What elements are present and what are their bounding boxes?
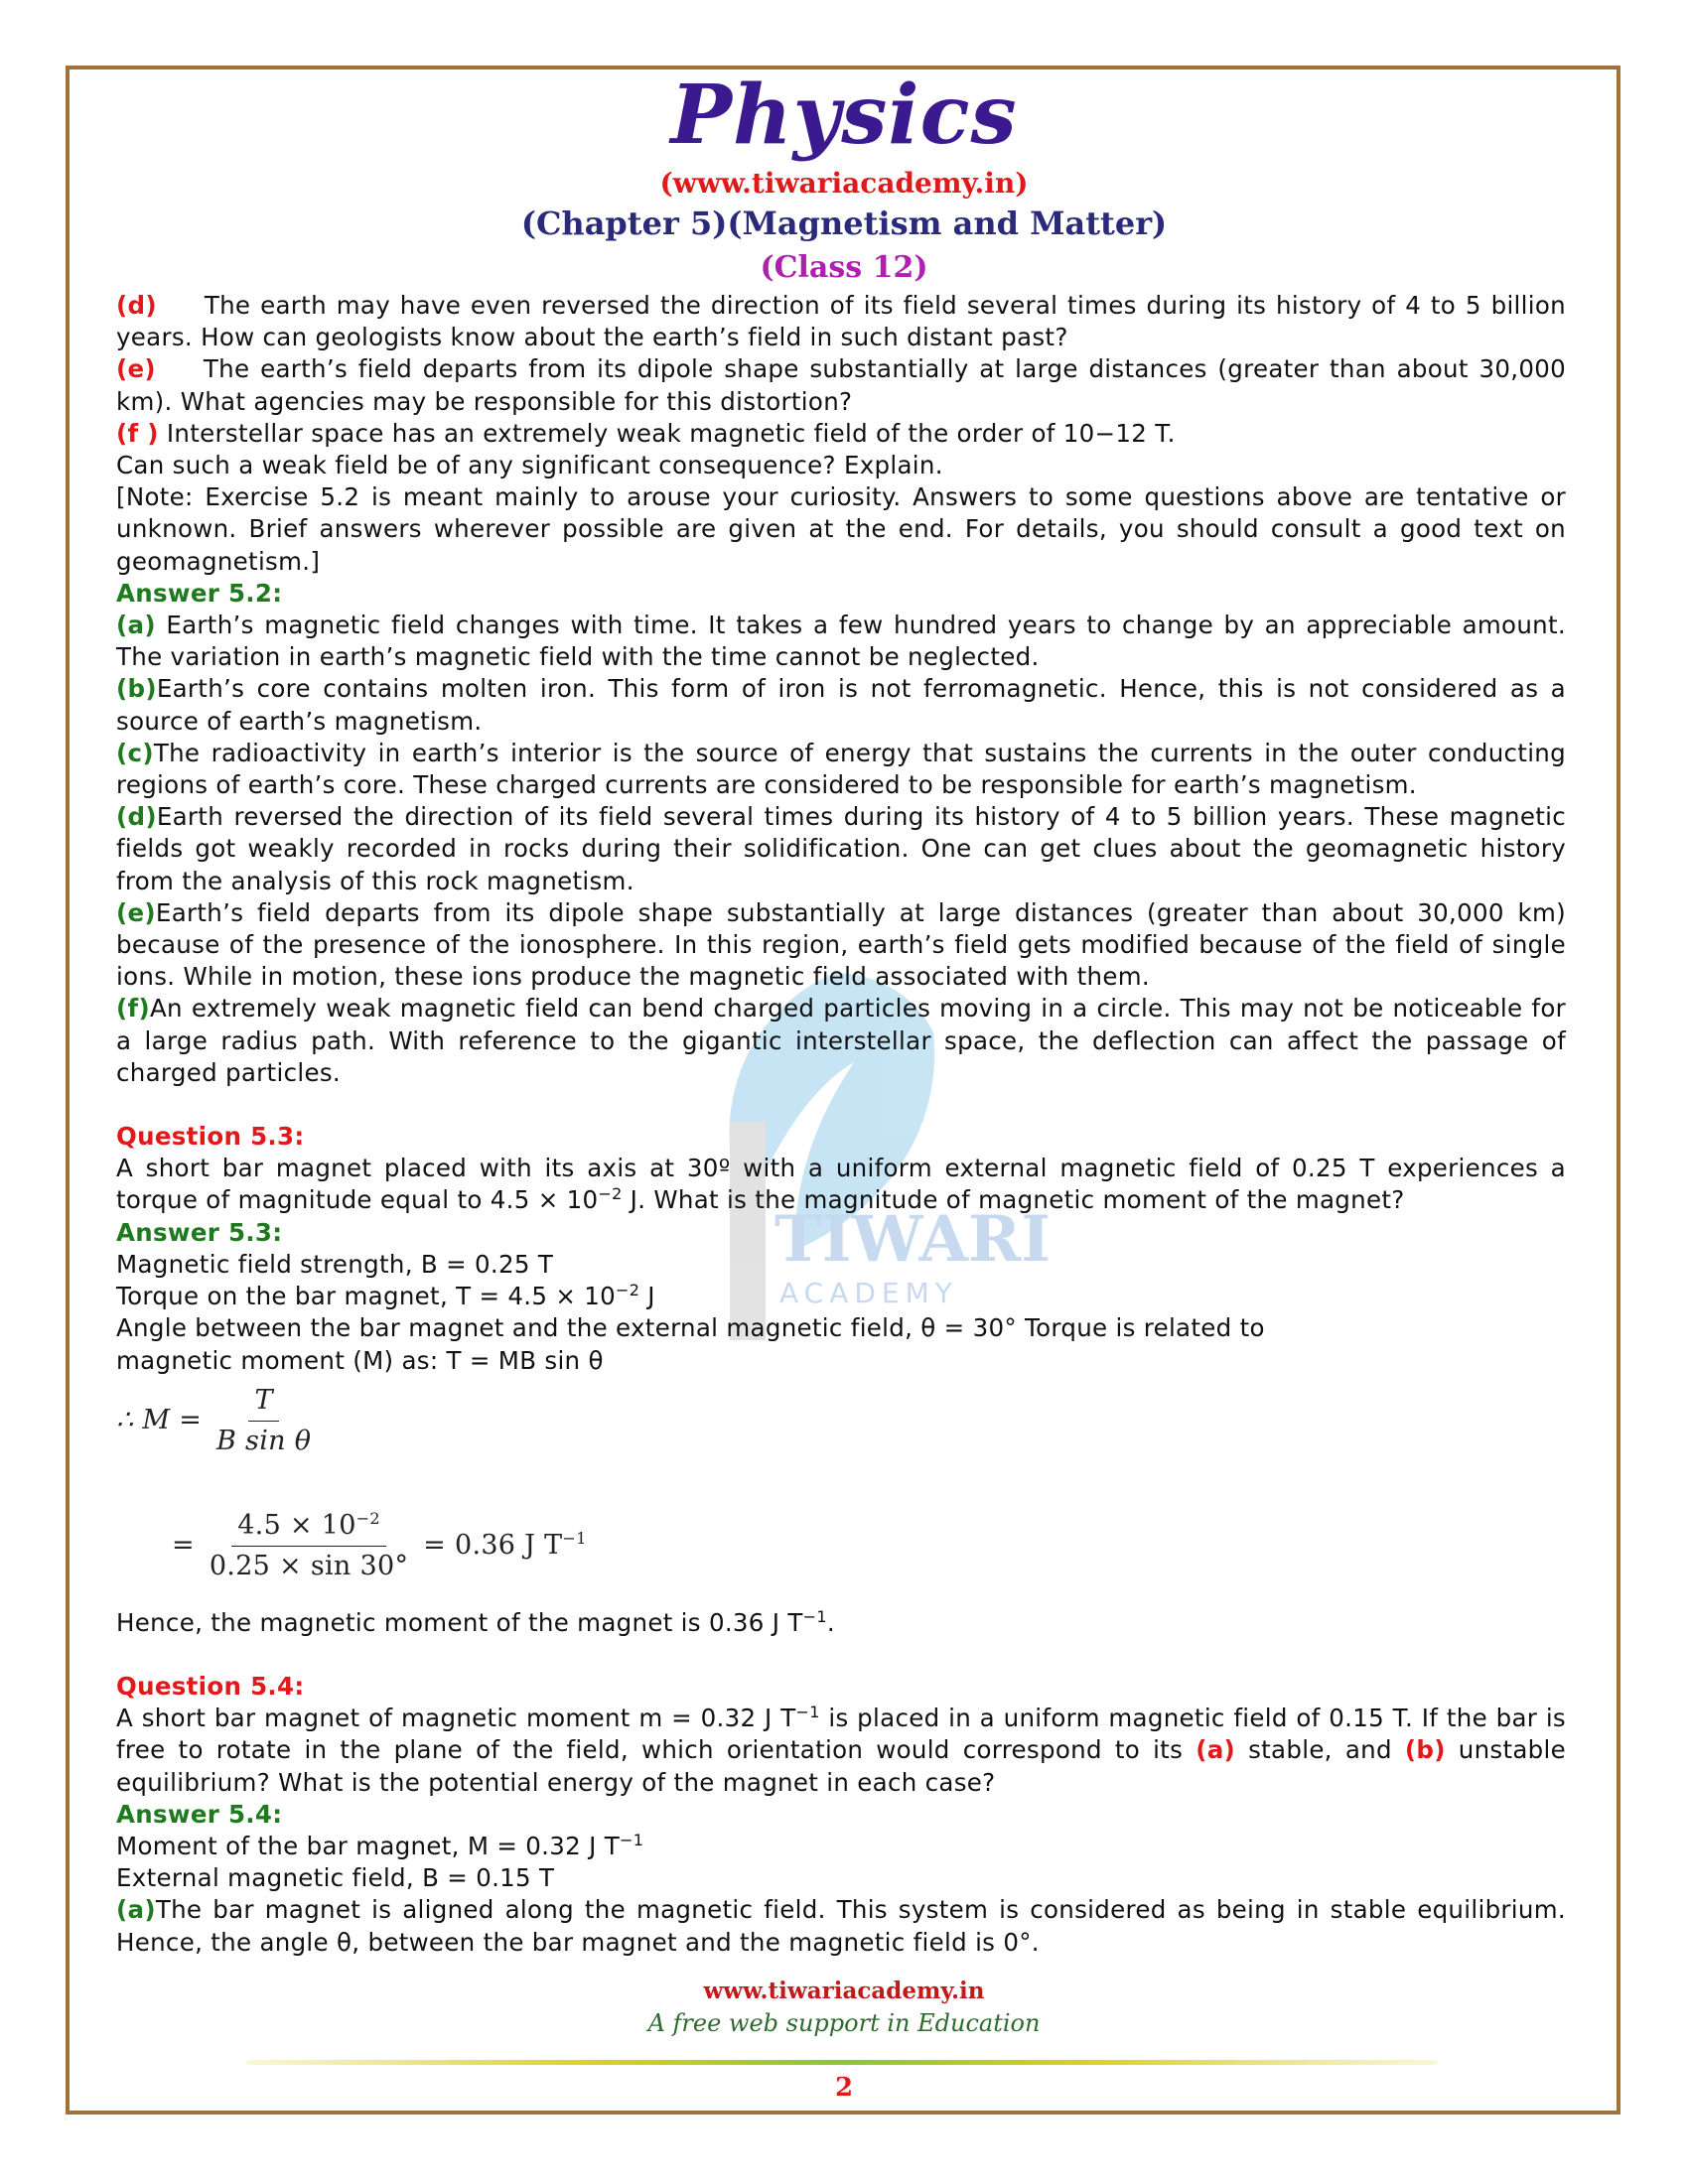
question-5-3-heading: Question 5.3: (116, 1122, 305, 1152)
calc-denominator: 0.25 × sin 30° (209, 1550, 409, 1581)
chapter-title: (Chapter 5)(Magnetism and Matter) (520, 205, 1168, 242)
answer-5-3-heading: Answer 5.3: (116, 1217, 283, 1247)
formula-denominator: B sin θ (216, 1425, 312, 1456)
answer-5-3-line4: magnetic moment (M) as: T = MB sin θ (116, 1345, 604, 1375)
answer-5-2-f: (f)An extremely weak magnetic field can bend charged particles moving in a circle. This may not be noticeable for a large radius path. With reference to the gigantic interstellar space, the deflection can affect the passage of charged particles. (116, 994, 1566, 1087)
header-url: (www.tiwariacademy.in) (659, 167, 1029, 200)
formula-moment: ∴ M = $\frac{T}{\text{B sin θ}}$ (116, 1385, 1566, 1460)
footer-tagline: A free web support in Education (647, 2009, 1041, 2037)
page-number: 2 (834, 2073, 854, 2103)
class-label: (Class 12) (760, 250, 928, 285)
answer-5-2-a: (a) Earth’s magnetic field changes with time. It takes a few hundred years to change by an appreciable amount. The variation in earth’s magnetic field with the time cannot be neglected. (116, 611, 1566, 672)
answer-5-2-heading: Answer 5.2: (116, 578, 283, 608)
answer-5-2-e: (e)Earth’s field departs from its dipole shape substantially at large distances (greater than about 30,000 km) because of the presence of the ionosphere. In this region, earth’s field gets modified because of the field of single ions. While in motion, these ions produce the magnetic field associated with them. (116, 897, 1566, 992)
footer-divider (246, 2060, 1438, 2065)
exercise-note: [Note: Exercise 5.2 is meant mainly to arouse your curiosity. Answers to some questions above are tentative or unknown. Brief answers wherever possible are given at the end. For details, you should consult a good text on geomagnetism.] (116, 482, 1566, 576)
answer-5-4-line1: Moment of the bar magnet, M = 0.32 J $T^{-1}$ (116, 1830, 644, 1860)
question-5-4-text: A short bar magnet of magnetic moment m = 0.32 J $T^{-1}$ is placed in a uniform magnetic field of 0.15 T. If the bar is free to rotate in the plane of the field, which orientation would correspond to its (a) stable, and (b) unstable equilibrium? What is the potential energy of the magnet in each case? (116, 1702, 1567, 1797)
exercise-e: (e) The earth’s field departs from its dipole shape substantially at large distances (greater than about 30,000 km). What agencies may be responsible for this distortion? (116, 354, 1566, 416)
answer-5-4-a: (a)The bar magnet is aligned along the magnetic field. This system is considered as being in stable equilibrium. Hence, the angle θ, between the bar magnet and the magnetic field is 0°. (116, 1895, 1566, 1957)
answer-5-2-d: (d)Earth reversed the direction of its field several times during its history of 4 to 5 billion years. These magnetic fields got weakly recorded in rocks during their solidification. One can get clues about the geomagnetic history from the analysis of this rock magnetism. (116, 802, 1566, 895)
exercise-d: (d) The earth may have even reversed the direction of its field several times during its history of 4 to 5 billion years. How can geologists know about the earth’s field in such distant past? (116, 291, 1566, 352)
answer-5-3-line2: Torque on the bar magnet, $T = 4.5 \times 10^{-2}$ J (116, 1280, 655, 1311)
answer-5-3-conclusion: Hence, the magnetic moment of the magnet is 0.36 J $T^{-1}$. (116, 1606, 835, 1637)
calc-numerator: $4.5 \times 10^{-2}$ (231, 1510, 386, 1547)
watermark-title: TIWARI (774, 1202, 1052, 1277)
calc-result: = 0.36 J $T^{-1}$ (423, 1528, 587, 1561)
watermark-subtitle: ACADEMY (779, 1277, 958, 1309)
answer-5-3-line1: Magnetic field strength, B = 0.25 T (116, 1249, 554, 1279)
question-5-4-heading: Question 5.4: (116, 1671, 305, 1701)
answer-5-3-line3: Angle between the bar magnet and the external magnetic field, θ = 30° Torque is related to (116, 1313, 1265, 1343)
question-5-3-text: A short bar magnet placed with its axis at 30º with a uniform external magnetic field of 0.25 T experiences a torque of magnitude equal to $4.5 \times 10^{-2}$ J. What is the magnitude of magnetic moment of the magnet? (116, 1154, 1566, 1215)
footer-url[interactable]: www.tiwariacademy.in (703, 1978, 985, 2004)
exercise-f-question: Can such a weak field be of any significant consequence? Explain. (116, 451, 943, 480)
exercise-f: (f ) Interstellar space has an extremely weak magnetic field of the order of 10−12 T. (116, 418, 1176, 448)
formula-numerator: T (248, 1385, 278, 1422)
formula-calculation: = $\frac{4.5 \times 10^{-2}}{0.25 \times \sin 30^\circ}$ = 0.36 J $T^{-1}$ (172, 1508, 587, 1581)
answer-5-4-heading: Answer 5.4: (116, 1799, 283, 1829)
answer-5-2-c: (c)The radioactivity in earth’s interior is the source of energy that sustains the currents in the outer conducting regions of earth’s core. These charged currents are considered to be responsible for earth’s magnetism. (116, 738, 1566, 800)
answer-5-2-b: (b)Earth’s core contains molten iron. This form of iron is not ferromagnetic. Hence, this is not considered as a source of earth’s magnetism. (116, 674, 1566, 736)
answer-5-4-line2: External magnetic field, B = 0.15 T (116, 1863, 555, 1893)
main-content (116, 290, 1566, 1959)
page-title: Physics (670, 68, 1018, 163)
